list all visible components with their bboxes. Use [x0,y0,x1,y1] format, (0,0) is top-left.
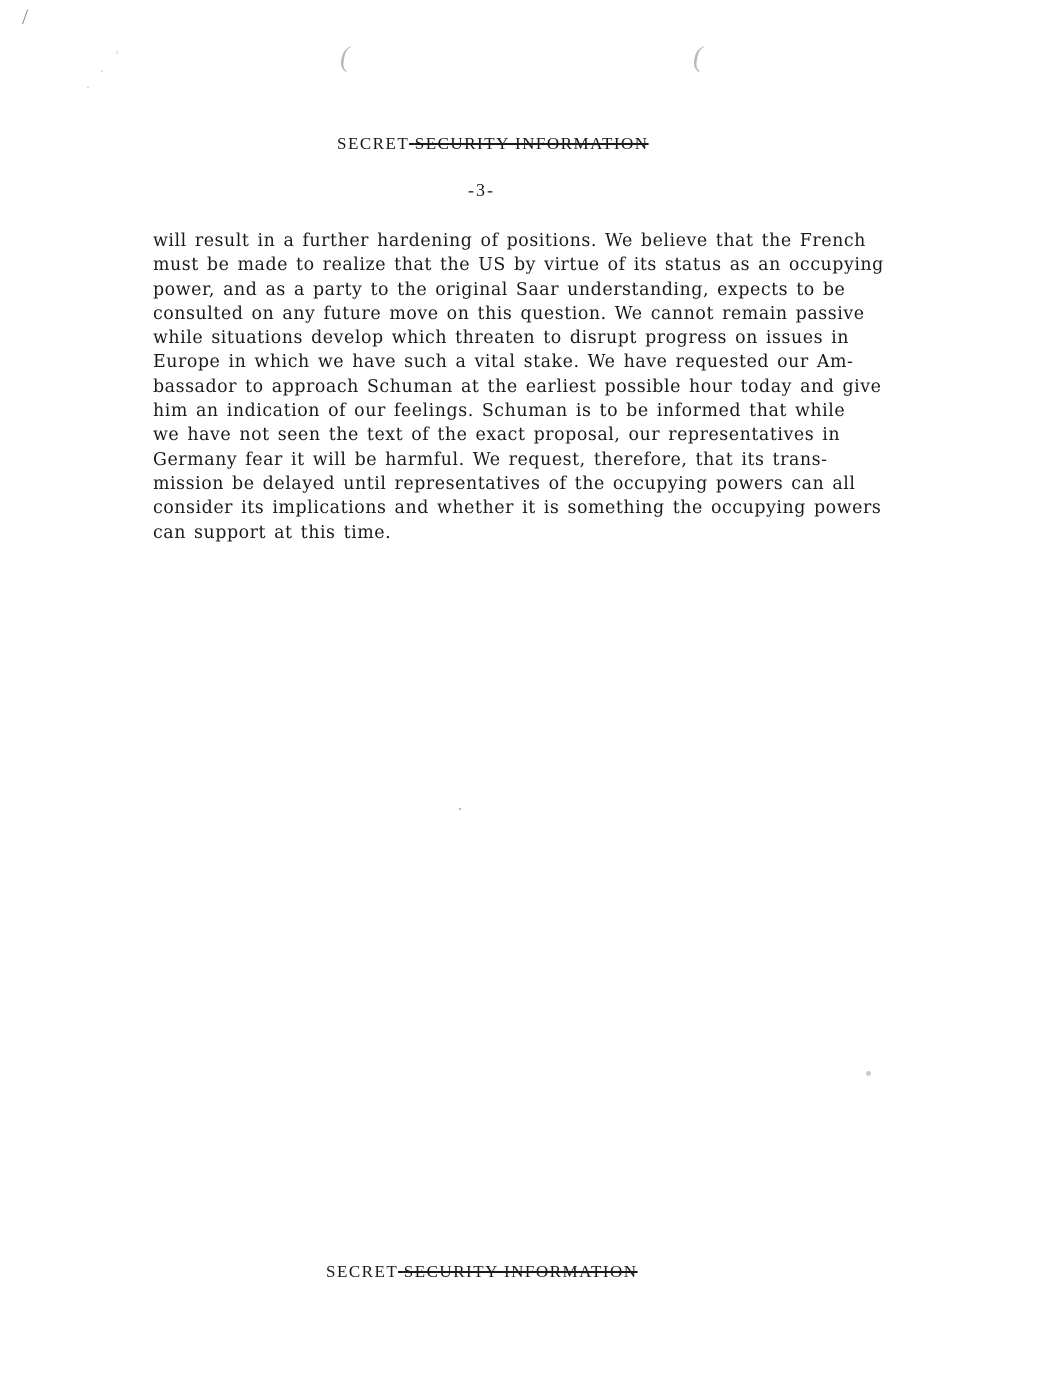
speck [866,1071,871,1076]
punch-mark-right: ( [693,42,703,73]
classification-footer [326,1262,638,1282]
body-line: can support at this time. [153,522,392,543]
speck: ' [116,48,119,62]
page-number: -3- [468,180,495,200]
speck: · [86,80,90,94]
body-paragraph [153,229,983,545]
body-line: consider its implications and whether it is something the occupying powers [153,498,882,519]
body-line: Germany fear it will be harmful. We request, therefore, that its trans- [153,449,828,470]
edge-mark: / [22,4,29,29]
classification-struck-text: SECURITY INFORMATION [414,134,649,153]
classification-lead: SECRET [326,1262,398,1281]
body-line: mission be delayed until representatives of the occupying powers can all [153,473,856,494]
body-line: while situations develop which threaten to disrupt progress on issues in [153,328,849,349]
classification-lead: SECRET [337,134,409,153]
body-line: Europe in which we have such a vital stake. We have requested our Am- [153,352,854,373]
body-line: must be made to realize that the US by virtue of its status as an occupying [153,255,884,276]
speck [459,808,461,810]
body-line: bassador to approach Schuman at the earliest possible hour today and give [153,376,882,397]
body-line: consulted on any future move on this question. We cannot remain passive [153,303,865,324]
speck: · [100,64,104,78]
classification-struck-text: SECURITY INFORMATION [403,1262,638,1281]
punch-mark-left: ( [340,42,350,73]
classification-header [337,134,649,154]
body-line: him an indication of our feelings. Schuman is to be informed that while [153,401,846,422]
body-line: we have not seen the text of the exact proposal, our representatives in [153,425,841,446]
body-line: power, and as a party to the original Saar understanding, expects to be [153,279,846,300]
body-line: will result in a further hardening of positions. We believe that the French [153,231,866,251]
